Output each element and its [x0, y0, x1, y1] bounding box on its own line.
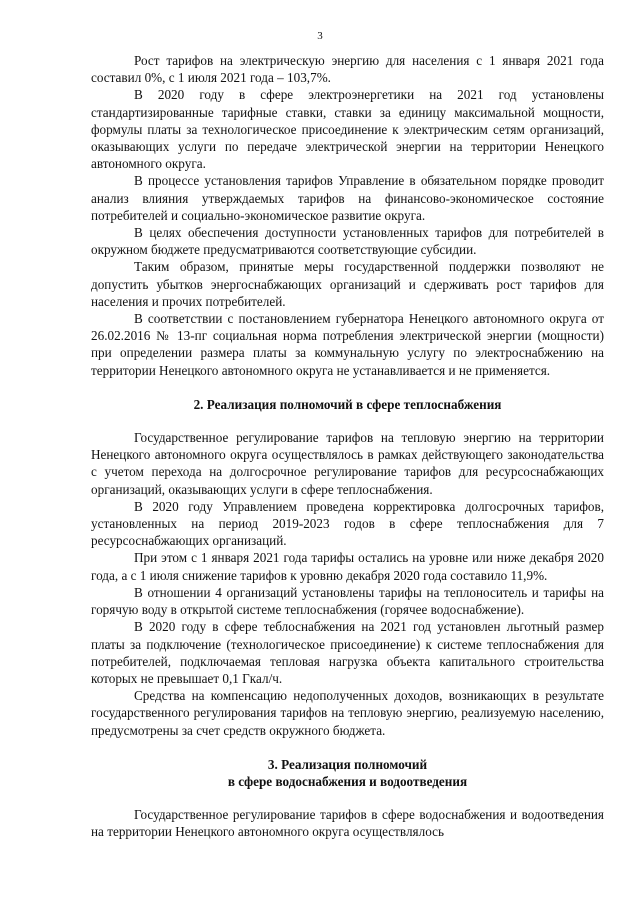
paragraph: В 2020 году в сфере электроэнергетики на 2021 год установлены стандартизированные тарифные ставки, ставки за единицу максимальной мощности, формулы платы за технологическое присоединение к электрическим сетям организаций, оказывающих услуги по передаче электрической энергии на территории Ненецкого автономного округа. — [91, 87, 604, 172]
paragraph: При этом с 1 января 2021 года тарифы остались на уровне или ниже декабря 2020 года, а с 1 июля снижение тарифов к уровню декабря 2020 года составило 11,9%. — [91, 550, 604, 583]
section-heading-heat-supply: 2. Реализация полномочий в сфере теплоснабжения — [193, 396, 502, 412]
spacer — [91, 739, 604, 756]
paragraph: Государственное регулирование тарифов в сфере водоснабжения и водоотведения на территории Ненецкого автономного округа осуществлялось — [91, 807, 604, 840]
paragraph: В отношении 4 организаций установлены тарифы на теплоноситель и тарифы на горячую воду в открытой системе теплоснабжения (горячее водоснабжение). — [91, 584, 604, 618]
page-content — [91, 52, 604, 841]
page-number: 3 — [317, 30, 323, 42]
paragraph: В 2020 году Управлением проведена корректировка долгосрочных тарифов, установленных на период 2019-2023 годов в сфере теплоснабжения для 7 ресурсоснабжающих организаций. — [91, 498, 604, 549]
paragraph: В процессе установления тарифов Управление в обязательном порядке проводит анализ влияния утверждаемых тарифов на финансово-экономическое состояние потребителей и социально-экономическое развитие округа. — [91, 173, 604, 223]
spacer — [91, 790, 604, 806]
paragraph: В целях обеспечения доступности установленных тарифов для потребителей в окружном бюджете предусматриваются соответствующие субсидии. — [91, 225, 604, 258]
spacer — [91, 413, 604, 429]
section-heading-water-line1: 3. Реализация полномочий — [267, 756, 428, 772]
paragraph: Рост тарифов на электрическую энергию для населения с 1 января 2021 года составил 0%, с 1 июля 2021 года – 103,7%. — [91, 53, 604, 86]
spacer — [91, 379, 604, 396]
paragraph: Таким образом, принятые меры государственной поддержки позволяют не допустить убытков энергоснабжающих организаций и сдерживать рост тарифов для населения и прочих потребителей. — [91, 259, 604, 309]
section-heading-water-line2: в сфере водоснабжения и водоотведения — [227, 773, 468, 789]
paragraph: В соответствии с постановлением губернатора Ненецкого автономного округа от 26.02.2016 № 13-пг социальная норма потребления электрической энергии (мощности) при определении размера платы за коммунальную услугу по электроснабжению на территории Ненецкого автономного округа не устанавливается и не применяется. — [91, 311, 604, 378]
paragraph: Государственное регулирование тарифов на тепловую энергию на территории Ненецкого автономного округа осуществлялось в рамках действующего законодательства с учетом перехода на долгосрочное регулирование тарифов для ресурсоснабжающих организаций, оказывающих услуги в сфере теплоснабжения. — [91, 430, 604, 497]
paragraph: Средства на компенсацию недополученных доходов, возникающих в результате государственного регулирования тарифов на тепловую энергию, реализуемую населению, предусмотрены за счет средств окружного бюджета. — [91, 688, 604, 738]
paragraph: В 2020 году в сфере теблоснабжения на 2021 год установлен льготный размер платы за подключение (технологическое присоединение) к системе теплоснабжения для потребителей, подключаемая тепловая нагрузка объекта капитального строительства которых не превышает 0,1 Гкал/ч. — [91, 619, 604, 686]
